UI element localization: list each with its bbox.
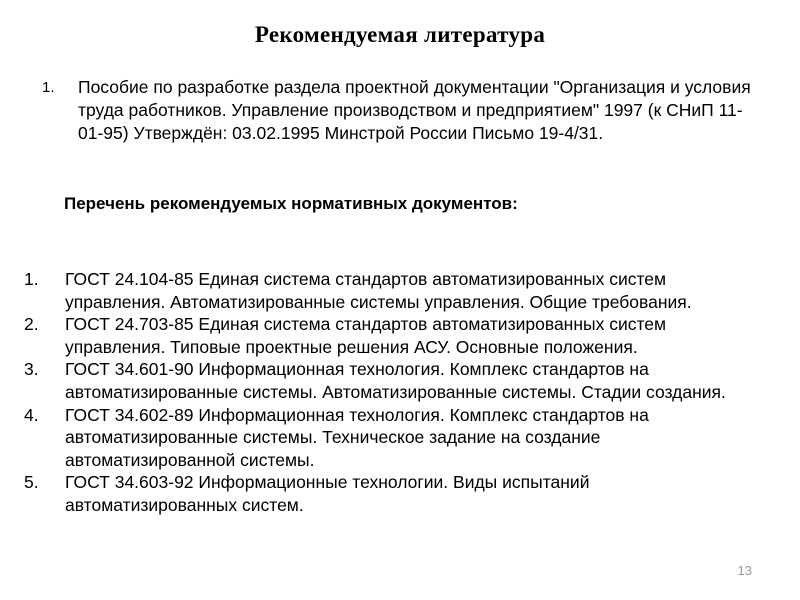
document-text: ГОСТ 24.703-85 Единая система стандартов автоматизированных систем управления. Типовые проектные решения АСУ. Основные положения. [65, 314, 667, 357]
list-number: 5. [24, 472, 39, 493]
documents-subheading: Перечень рекомендуемых нормативных документов: [64, 194, 518, 213]
literature-list [42, 76, 762, 145]
document-item [24, 268, 764, 313]
list-number: 1. [24, 269, 39, 289]
document-text: ГОСТ 34.601-90 Информационная технология. Комплекс стандартов на автоматизированные системы. Автоматизированные системы. Стадии создания. [65, 359, 726, 402]
literature-text: Пособие по разработке раздела проектной документации "Организация и условия труда работников. Управление производством и предприятием" 1997 (к СНиП 11-01-95) Утверждён: 03.02.1995 Минстрой России Письмо 19-4/31. [78, 77, 751, 143]
document-item [24, 471, 764, 516]
list-number: 1. [42, 79, 55, 96]
document-item [24, 313, 764, 358]
document-item [24, 358, 764, 403]
page-number: 13 [737, 563, 752, 578]
list-number: 3. [24, 359, 39, 380]
document-item [24, 404, 764, 472]
document-text: ГОСТ 34.603-92 Информационные технологии. Виды испытаний автоматизированных систем. [65, 472, 590, 515]
document-text: ГОСТ 24.104-85 Единая система стандартов автоматизированных систем управления. Автоматизированные системы управления. Общие требования. [65, 269, 692, 312]
literature-item [42, 76, 762, 145]
slide-title: Рекомендуемая литература [254, 22, 546, 47]
list-number: 2. [24, 314, 39, 335]
documents-list [24, 268, 764, 517]
document-text: ГОСТ 34.602-89 Информационная технология. Комплекс стандартов на автоматизированные системы. Техническое задание на создание автоматизированной системы. [65, 404, 649, 470]
list-number: 4. [24, 404, 39, 425]
